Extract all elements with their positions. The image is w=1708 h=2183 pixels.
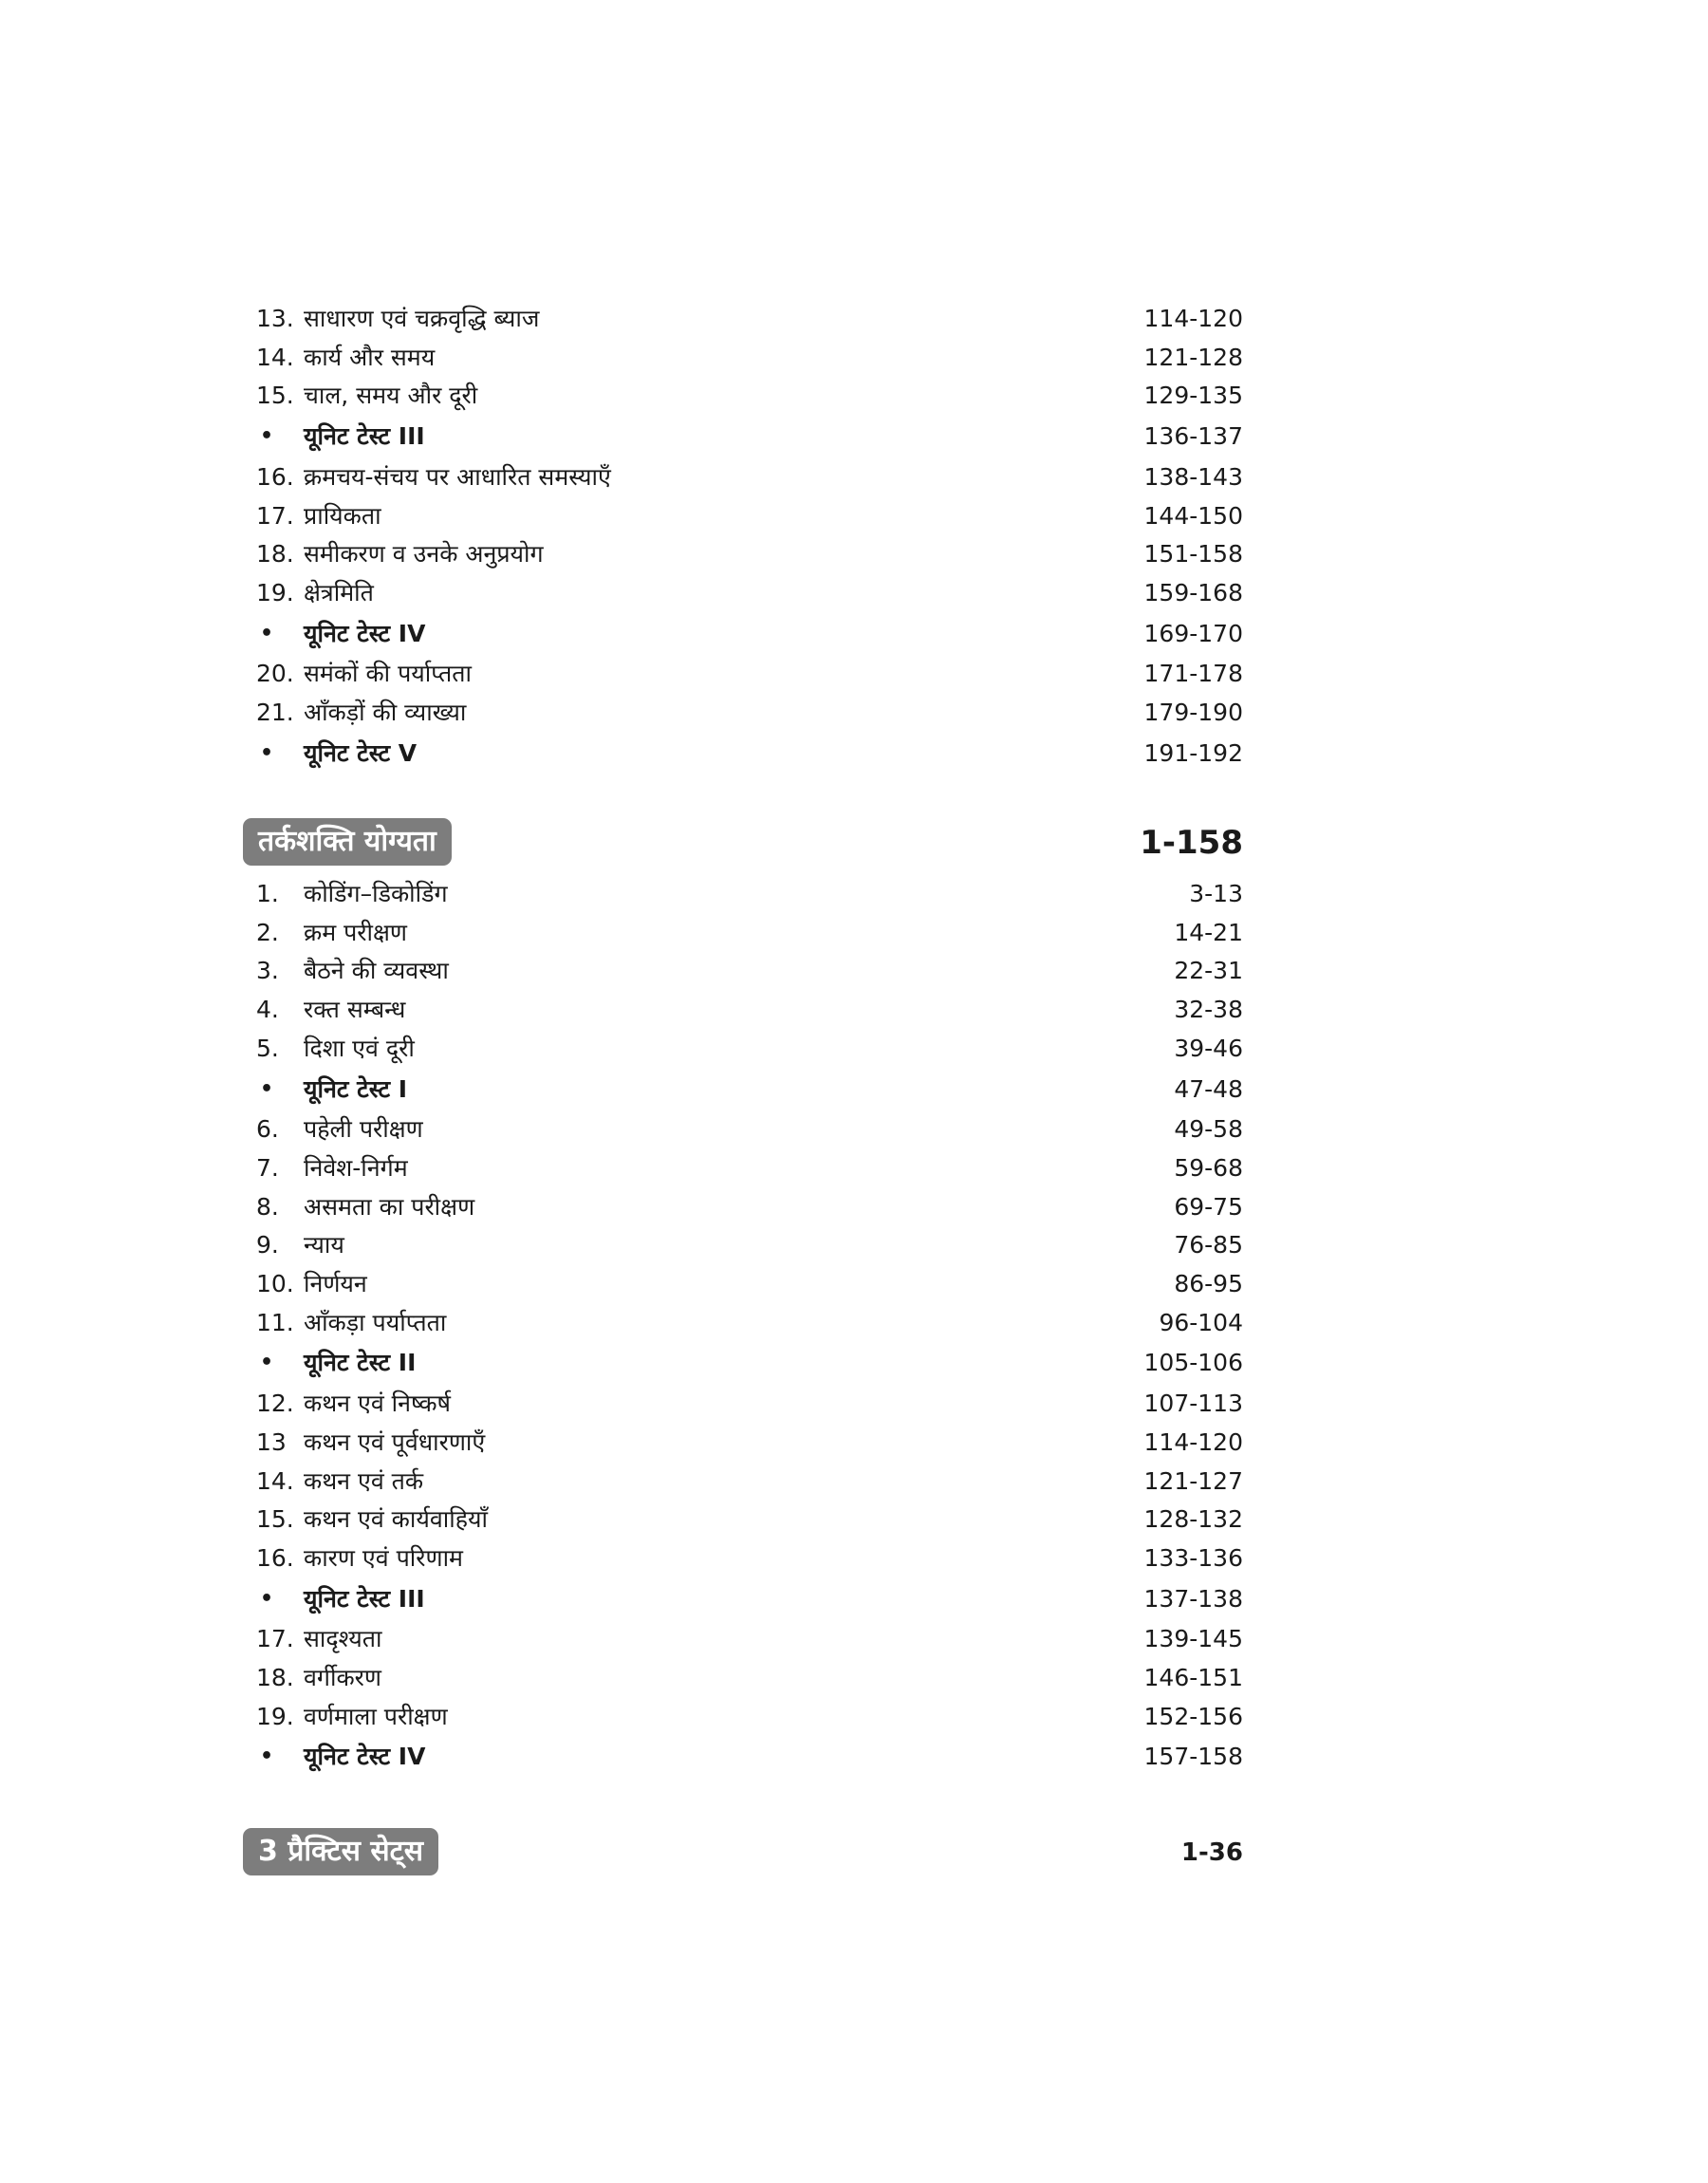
unit-test-title: यूनिट टेस्ट I [304,1074,408,1103]
entry-title: कोडिंग–डिकोडिंग [304,880,448,907]
entry-page-range: 121-128 [1143,343,1243,371]
entry-page-range: 146-151 [1143,1664,1243,1691]
entry-page-range: 179-190 [1143,699,1243,726]
entry-page-range: 22-31 [1174,957,1243,985]
toc-entry-row [256,655,1243,693]
entry-title: निर्णयन [304,1270,367,1297]
bullet-marker: • [260,1076,274,1101]
entry-title: न्याय [304,1231,344,1259]
toc-entry-row [256,952,1243,990]
toc-entry-row [256,1385,1243,1423]
toc-entry-row [256,991,1243,1029]
entry-title: कथन एवं कार्यवाहियाँ [304,1505,488,1534]
toc-entry-row [256,1539,1243,1577]
entry-page-range: 137-138 [1143,1584,1243,1613]
entry-number: 16. [256,1543,294,1572]
toc-entry-row [256,875,1243,913]
entry-page-range: 128-132 [1143,1505,1243,1534]
entry-number: 17. [256,501,294,530]
entry-page-range: 169-170 [1143,619,1243,647]
unit-test-title: यूनिट टेस्ट II [304,1349,417,1377]
section-heading: 3 प्रैक्टिस सेट्स [243,1828,438,1875]
toc-entry-row [256,1110,1243,1148]
entry-page-range: 139-145 [1143,1625,1243,1653]
toc-entry-row [256,458,1243,496]
entry-page-range: 14-21 [1174,918,1243,946]
unit-test-title: यूनिट टेस्ट IV [304,1743,426,1771]
unit-test-title: यूनिट टेस्ट V [304,738,418,767]
entry-title: क्षेत्रमिति [304,578,374,606]
entry-number: 19. [256,1702,294,1730]
toc-entry-row [256,339,1243,377]
toc-entry-row [256,1659,1243,1697]
entry-number: 10. [256,1270,294,1297]
entry-title: समीकरण व उनके अनुप्रयोग [304,540,544,569]
entry-title: आँकड़ों की व्याख्या [304,699,467,726]
entry-number: 15. [256,382,294,410]
entry-number: 14. [256,1466,294,1495]
toc-entry-row [256,1265,1243,1303]
toc-entry-row [256,497,1243,535]
bullet-marker: • [260,424,274,449]
entry-number: 13 [256,1427,287,1456]
entry-title: वर्गीकरण [304,1664,381,1691]
entry-page-range: 152-156 [1143,1702,1243,1730]
entry-page-range: 47-48 [1174,1074,1243,1103]
entry-page-range: 191-192 [1143,738,1243,767]
bullet-marker: • [260,1586,274,1611]
entry-title: कथन एवं तर्क [304,1466,424,1495]
entry-page-range: 136-137 [1143,422,1243,451]
toc-entry-row [256,1030,1243,1068]
entry-page-range: 39-46 [1174,1034,1243,1062]
entry-page-range: 32-38 [1174,996,1243,1024]
entry-number: 19. [256,578,294,606]
entry-number: 7. [256,1153,279,1182]
section-heading: तर्कशक्ति योग्यता [243,818,452,866]
entry-title: प्रायिकता [304,501,381,530]
entry-number: 16. [256,462,294,491]
bullet-marker: • [260,740,274,765]
entry-title: पहेली परीक्षण [304,1115,423,1144]
toc-entry-row [256,1501,1243,1539]
entry-title: कारण एवं परिणाम [304,1543,463,1572]
unit-test-row [256,735,1243,773]
toc-entry-row [256,1226,1243,1264]
toc-entry-row [256,574,1243,612]
entry-title: सादृश्यता [304,1625,382,1653]
entry-number: 2. [256,918,279,946]
entry-title: दिशा एवं दूरी [304,1034,415,1062]
toc-entry-row [256,300,1243,338]
entry-title: कार्य और समय [304,343,436,371]
toc-entry-row [256,1620,1243,1658]
entry-number: 17. [256,1625,294,1653]
entry-page-range: 76-85 [1174,1231,1243,1259]
entry-page-range: 151-158 [1143,540,1243,569]
unit-test-row [256,1580,1243,1618]
entry-page-range: 133-136 [1143,1543,1243,1572]
toc-entry-row [256,1463,1243,1501]
entry-title: चाल, समय और दूरी [304,382,478,410]
unit-test-row [256,1344,1243,1382]
unit-test-row [256,1738,1243,1776]
entry-title: समंकों की पर्याप्तता [304,660,472,688]
practice-section-header [243,1828,1243,1877]
entry-title: रक्त सम्बन्ध [304,996,406,1024]
entry-number: 8. [256,1192,279,1221]
entry-title: वर्णमाला परीक्षण [304,1702,448,1730]
entry-number: 18. [256,1664,294,1691]
unit-test-title: यूनिट टेस्ट IV [304,619,426,647]
entry-title: क्रम परीक्षण [304,918,407,946]
entry-title: क्रमचय-संचय पर आधारित समस्याएँ [304,462,611,491]
entry-number: 14. [256,343,294,371]
entry-page-range: 69-75 [1174,1192,1243,1221]
entry-page-range: 129-135 [1143,382,1243,410]
entry-page-range: 121-127 [1143,1466,1243,1495]
entry-number: 13. [256,305,294,332]
entry-number: 12. [256,1390,294,1418]
entry-number: 15. [256,1505,294,1534]
entry-number: 6. [256,1115,279,1144]
entry-page-range: 107-113 [1143,1390,1243,1418]
entry-number: 9. [256,1231,279,1259]
entry-page-range: 114-120 [1143,305,1243,332]
section-page-range: 1-158 [1140,824,1243,862]
entry-page-range: 157-158 [1143,1743,1243,1771]
bullet-marker: • [260,1745,274,1769]
entry-title: कथन एवं पूर्वधारणाएँ [304,1427,486,1456]
entry-number: 3. [256,957,279,985]
bullet-marker: • [260,621,274,645]
unit-test-title: यूनिट टेस्ट III [304,422,425,451]
entry-page-range: 96-104 [1159,1308,1243,1336]
entry-page-range: 59-68 [1174,1153,1243,1182]
unit-test-title: यूनिट टेस्ट III [304,1584,425,1613]
toc-entry-row [256,1424,1243,1462]
entry-title: बैठने की व्यवस्था [304,957,449,985]
toc-entry-row [256,1304,1243,1342]
entry-page-range: 86-95 [1174,1270,1243,1297]
entry-title: आँकड़ा पर्याप्तता [304,1308,447,1336]
entry-number: 21. [256,699,294,726]
reasoning-section-header [243,818,1243,868]
entry-number: 1. [256,880,279,907]
entry-number: 18. [256,540,294,569]
section-page-range: 1-36 [1180,1838,1243,1867]
entry-number: 5. [256,1034,279,1062]
entry-title: निवेश-निर्गम [304,1153,408,1182]
toc-entry-row [256,914,1243,952]
toc-entry-row [256,377,1243,415]
toc-entry-row [256,694,1243,732]
entry-page-range: 171-178 [1143,660,1243,688]
toc-entry-row [256,1149,1243,1187]
toc-entry-row [256,1188,1243,1226]
entry-title: कथन एवं निष्कर्ष [304,1390,451,1418]
entry-page-range: 114-120 [1143,1427,1243,1456]
entry-number: 11. [256,1308,294,1336]
entry-page-range: 144-150 [1143,501,1243,530]
entry-number: 20. [256,660,294,688]
unit-test-row [256,1071,1243,1109]
unit-test-row [256,418,1243,456]
entry-page-range: 49-58 [1174,1115,1243,1144]
entry-page-range: 138-143 [1143,462,1243,491]
toc-entry-row [256,535,1243,573]
entry-page-range: 105-106 [1143,1349,1243,1377]
unit-test-row [256,615,1243,653]
entry-page-range: 3-13 [1189,880,1243,907]
entry-page-range: 159-168 [1143,578,1243,606]
toc-entry-row [256,1698,1243,1736]
bullet-marker: • [260,1351,274,1375]
entry-title: असमता का परीक्षण [304,1192,475,1221]
entry-number: 4. [256,996,279,1024]
entry-title: साधारण एवं चक्रवृद्धि ब्याज [304,305,540,332]
